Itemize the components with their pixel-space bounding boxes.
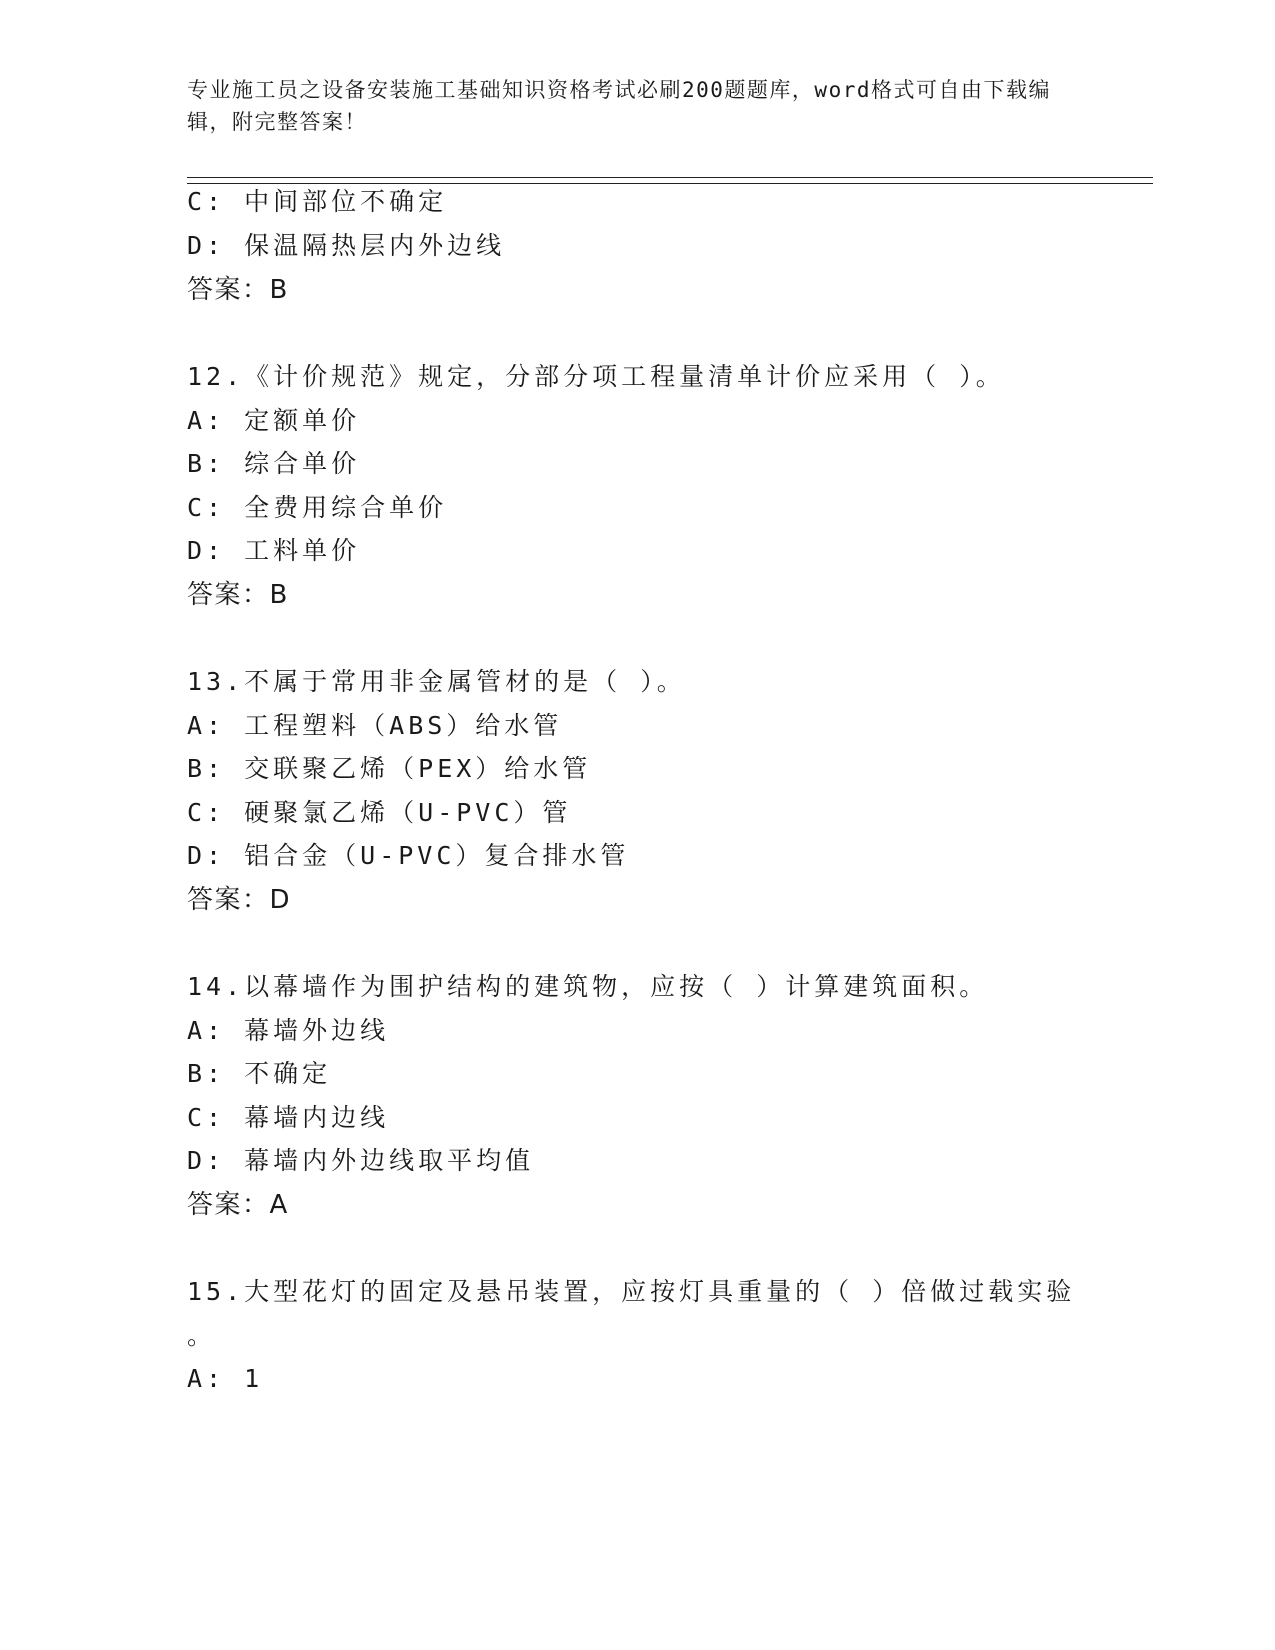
- option-c: C: 硬聚氯乙烯（U-PVC）管: [187, 798, 572, 827]
- option-a: A: 幕墙外边线: [187, 1016, 390, 1045]
- question-stem: 14.以幕墙作为围护结构的建筑物，应按（ ）计算建筑面积。: [187, 972, 989, 1001]
- option-b: B: 交联聚乙烯（PEX）给水管: [187, 754, 592, 783]
- answer-line: 答案：B: [187, 580, 289, 610]
- answer-line: 答案：B: [187, 275, 289, 305]
- option-d: D: 工料单价: [187, 536, 361, 565]
- document-header: 专业施工员之设备安装施工基础知识资格考试必刷200题题库，word格式可自由下载编辑，附完整答案！: [187, 78, 1051, 134]
- option-c: C: 全费用综合单价: [187, 493, 448, 522]
- header-rule-bottom: [187, 183, 1153, 184]
- answer-line: 答案：A: [187, 1190, 289, 1220]
- option-a: A: 1: [187, 1364, 264, 1393]
- answer-line: 答案：D: [187, 885, 292, 915]
- option-d: D: 保温隔热层内外边线: [187, 231, 506, 260]
- option-d: D: 铝合金（U-PVC）复合排水管: [187, 841, 630, 870]
- question-stem: 13.不属于常用非金属管材的是（ ）。: [187, 667, 686, 696]
- option-c: C: 幕墙内边线: [187, 1103, 390, 1132]
- option-a: A: 工程塑料（ABS）给水管: [187, 711, 563, 740]
- option-b: B: 不确定: [187, 1059, 332, 1088]
- question-stem: 15.大型花灯的固定及悬吊装置，应按灯具重量的（ ）倍做过载实验: [187, 1277, 1076, 1306]
- option-b: B: 综合单价: [187, 449, 361, 478]
- option-d: D: 幕墙内外边线取平均值: [187, 1146, 535, 1175]
- header-rule-top: [187, 177, 1153, 178]
- question-stem: 12.《计价规范》规定，分部分项工程量清单计价应采用（ ）。: [187, 362, 1005, 391]
- option-c: C: 中间部位不确定: [187, 187, 448, 216]
- option-a: A: 定额单价: [187, 406, 361, 435]
- question-stem-continuation: 。: [187, 1321, 217, 1350]
